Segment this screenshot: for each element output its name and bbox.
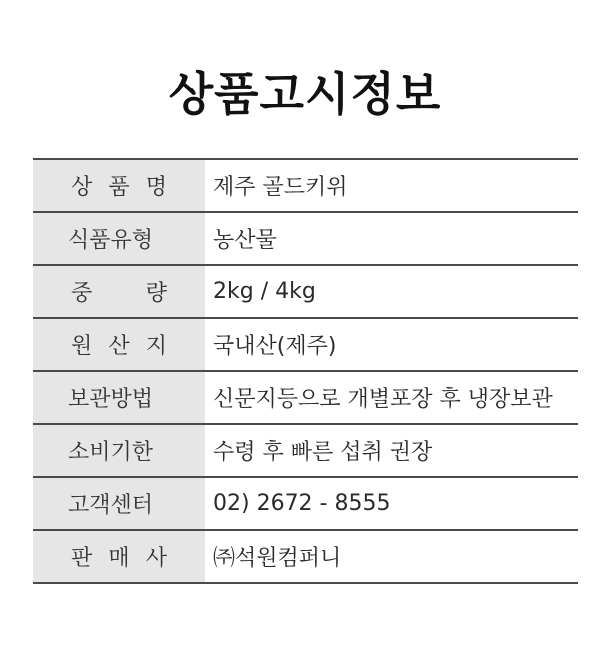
label-cell	[33, 372, 205, 423]
table-row-product-name	[33, 160, 578, 213]
label-cell	[33, 319, 205, 370]
label-cell	[33, 478, 205, 529]
row-label: 소비기한	[68, 440, 154, 465]
row-value: 2kg / 4kg	[213, 279, 316, 304]
label-cell	[33, 531, 205, 582]
row-label: 보관방법	[68, 387, 154, 412]
label-cell	[33, 425, 205, 476]
table-row-food-type	[33, 213, 578, 266]
row-label: 고객센터	[68, 493, 154, 518]
row-label: 상 품 명	[71, 175, 167, 200]
table-row-origin	[33, 319, 578, 372]
table-row-expiry	[33, 425, 578, 478]
table-row-customer-center	[33, 478, 578, 531]
table-row-weight	[33, 266, 578, 319]
row-value: 수령 후 빠른 섭취 권장	[213, 440, 433, 465]
row-label: 중 량	[71, 281, 167, 306]
page-title: 상품고시정보	[168, 67, 442, 121]
row-label: 판 매 사	[71, 546, 167, 571]
row-value: ㈜석원컴퍼니	[213, 546, 342, 571]
label-cell	[33, 213, 205, 264]
label-cell	[33, 160, 205, 211]
row-value: 국내산(제주)	[213, 334, 337, 359]
table-row-storage	[33, 372, 578, 425]
product-info-table	[33, 158, 578, 584]
row-value: 신문지등으로 개별포장 후 냉장보관	[213, 387, 553, 412]
table-row-seller	[33, 531, 578, 584]
row-label: 원 산 지	[71, 334, 167, 359]
row-value: 농산물	[213, 228, 277, 253]
row-value: 제주 골드키위	[213, 175, 348, 200]
row-label: 식품유형	[68, 228, 154, 253]
row-value: 02) 2672 - 8555	[213, 491, 391, 516]
label-cell	[33, 266, 205, 317]
